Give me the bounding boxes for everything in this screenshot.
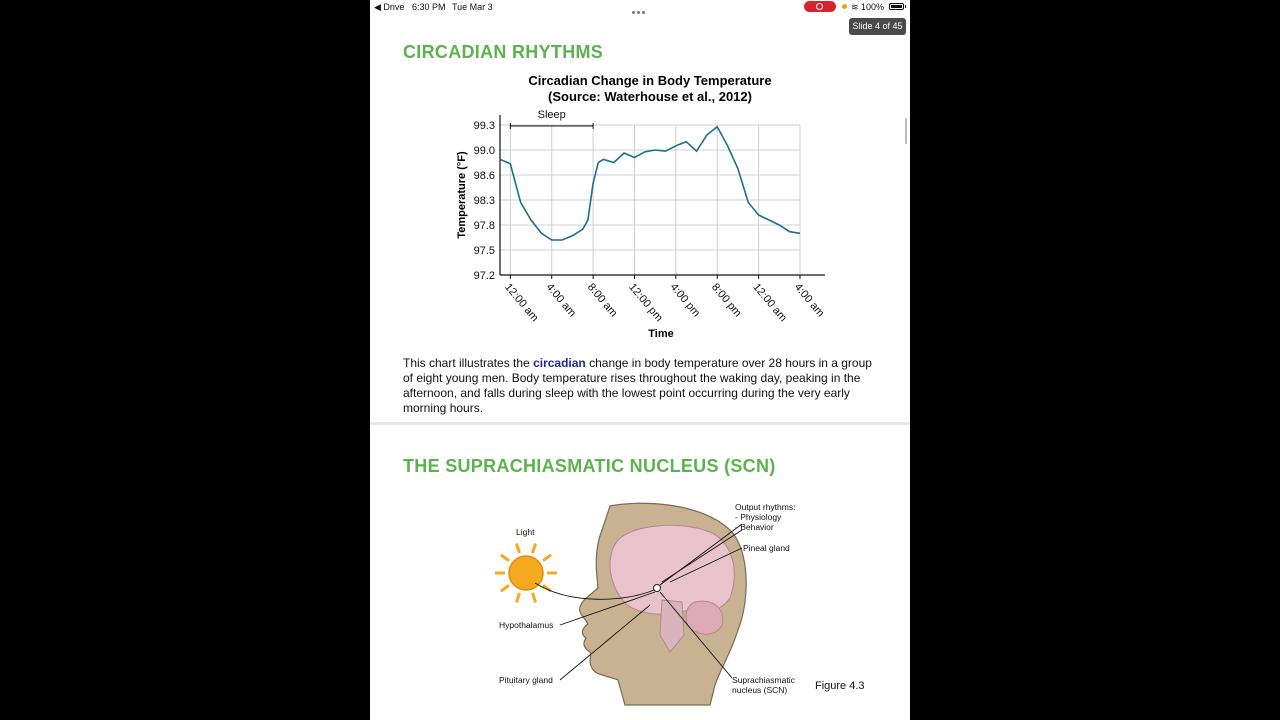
- x-tick-label: 4:00 pm: [667, 281, 703, 320]
- output-behavior: - Behavior: [735, 522, 774, 532]
- x-tick-label: 12:00 am: [502, 281, 541, 325]
- y-tick-label: 98.6: [473, 170, 495, 182]
- scn-diagram: [370, 430, 910, 720]
- slide-counter: Slide 4 of 45: [849, 18, 906, 35]
- x-tick-label: 4:00 am: [543, 281, 579, 320]
- wifi-icon: ≋: [851, 2, 859, 12]
- x-tick-label: 12:00 am: [750, 281, 790, 325]
- battery-percent: 100%: [861, 2, 885, 12]
- scn-label-line1: Suprachiasmatic: [732, 675, 795, 685]
- sun-ray: [501, 555, 509, 561]
- sun-ray: [516, 544, 519, 554]
- series-line: [500, 127, 800, 240]
- section-title-circadian: CIRCADIAN RHYTHMS: [403, 42, 604, 62]
- x-tick-label: 4:00 am: [791, 281, 827, 320]
- y-tick-label: 97.5: [473, 245, 495, 257]
- x-axis-label: Time: [648, 328, 674, 340]
- scn-marker: [654, 585, 661, 592]
- sun-ray: [532, 593, 535, 603]
- pineal-gland-label: Pineal gland: [743, 543, 790, 553]
- y-tick-label: 97.8: [473, 220, 495, 232]
- chart-grid: [500, 125, 800, 275]
- pituitary-gland-label: Pituitary gland: [499, 675, 553, 685]
- x-tick-labels: [502, 281, 826, 324]
- x-tick-label: 8:00 am: [584, 281, 620, 320]
- sun-ray: [532, 544, 535, 554]
- output-physiology: - Physiology: [735, 512, 782, 522]
- chart-axes: [500, 115, 825, 279]
- output-rhythms-label: [735, 502, 795, 532]
- description-text-start: This chart illustrates the: [403, 356, 534, 370]
- y-tick-labels: [474, 120, 495, 282]
- y-tick-label: 98.3: [473, 195, 495, 207]
- y-tick-label: 99.3: [473, 120, 495, 132]
- description-text-end: change in body temperature over 28 hours in a group of eight young men. Body temperature rises throughout the waking day, peaking in the afternoon, and falls during sleep with the lowest point occurring during the very early morning hours.: [403, 356, 872, 415]
- scn-label: [732, 675, 795, 695]
- sun-ray: [516, 593, 519, 603]
- chart-title-main: Circadian Change in Body Temperature: [528, 73, 772, 88]
- circadian-term-link[interactable]: circadian: [533, 356, 586, 370]
- back-to-drive-link[interactable]: ◀ Drive: [374, 2, 405, 12]
- sun-ray: [501, 585, 509, 591]
- sleep-annotation: [510, 109, 593, 129]
- figure-caption: Figure 4.3: [815, 680, 865, 692]
- x-tick-label: 12:00 pm: [626, 281, 665, 325]
- hypothalamus-label: Hypothalamus: [499, 620, 554, 630]
- x-tick-label: 8:00 pm: [708, 281, 744, 320]
- chart-description: [403, 356, 873, 416]
- y-tick-label: 99.0: [473, 145, 495, 157]
- sleep-label: Sleep: [537, 109, 566, 121]
- scn-label-line2: nucleus (SCN): [732, 685, 788, 695]
- sun-icon: [495, 544, 557, 603]
- slide-divider: [370, 422, 910, 425]
- section-title-scn: THE SUPRACHIASMATIC NUCLEUS (SCN): [403, 456, 776, 476]
- temperature-chart: [370, 0, 910, 350]
- output-rhythms-title: Output rhythms:: [735, 502, 796, 512]
- y-tick-label: 97.2: [473, 270, 495, 282]
- status-date: Tue Mar 3: [452, 2, 493, 12]
- y-axis-label: Temperature (°F): [456, 151, 468, 239]
- document-viewer[interactable]: [370, 0, 910, 720]
- light-label: Light: [516, 527, 535, 537]
- sun-ray: [543, 555, 551, 561]
- status-time: 6:30 PM: [412, 2, 446, 12]
- chart-subtitle: (Source: Waterhouse et al., 2012): [548, 89, 752, 104]
